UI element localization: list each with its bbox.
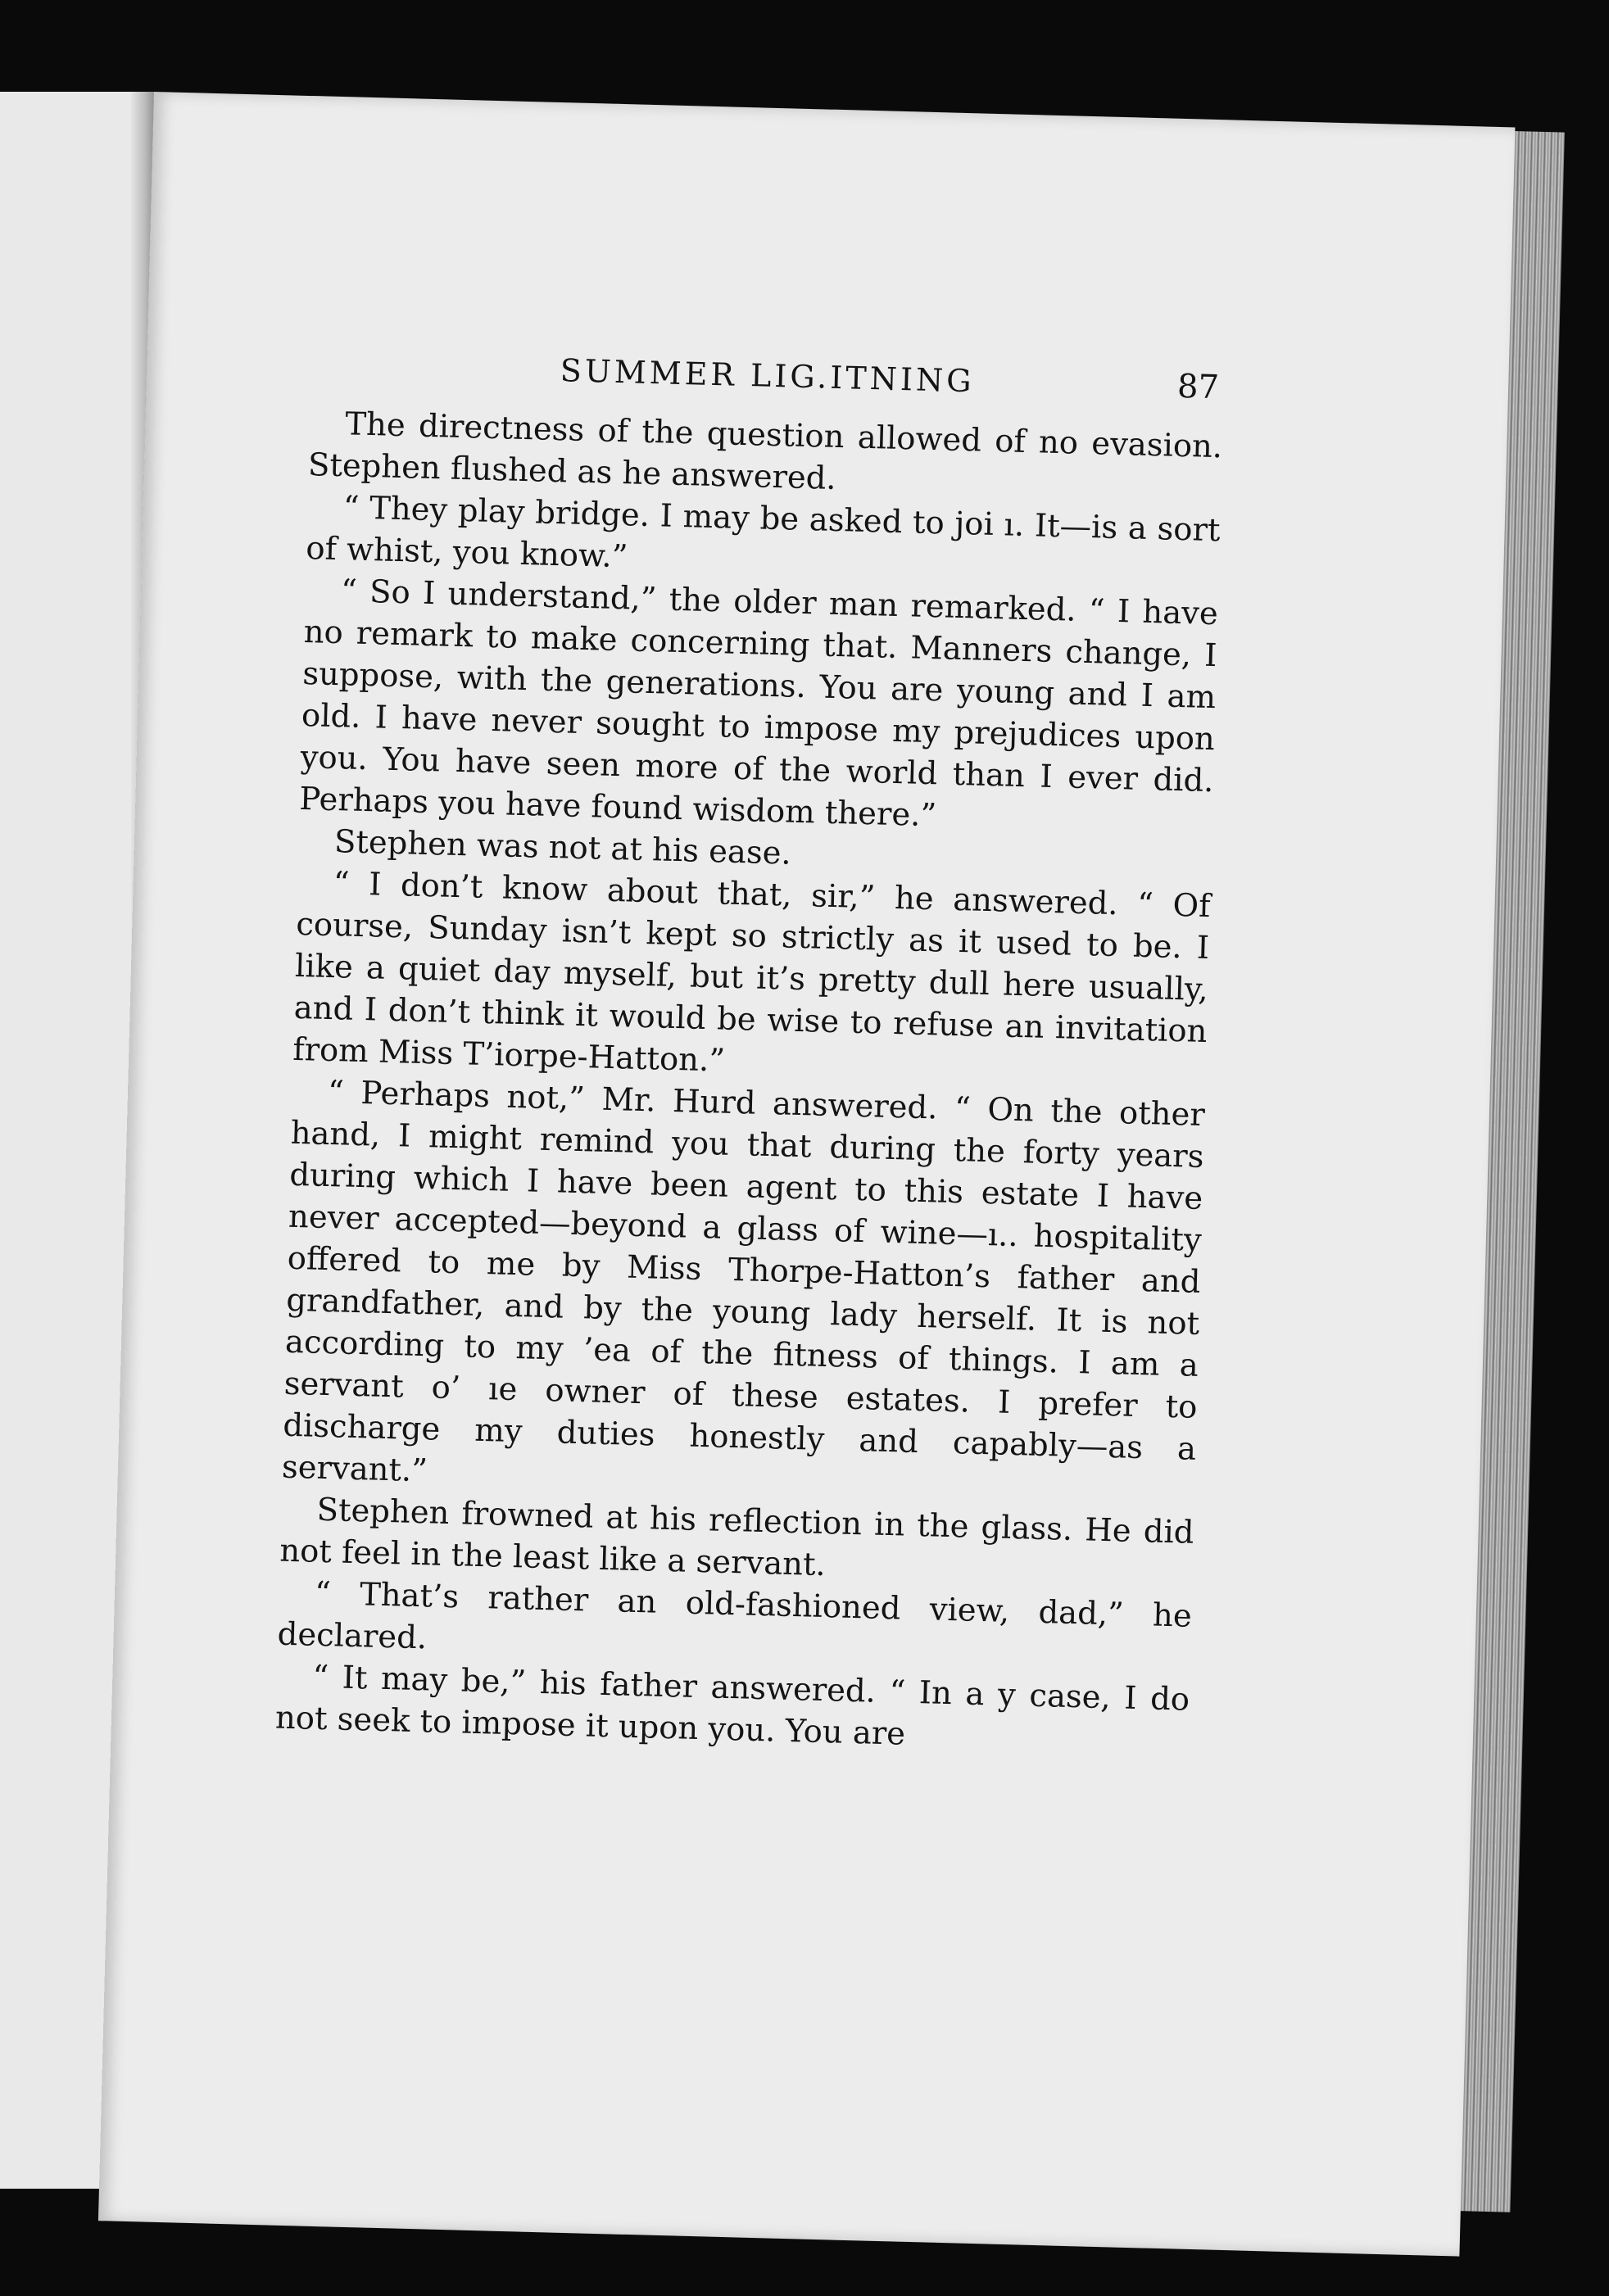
paragraph: “ Perhaps not,” Mr. Hurd answered. “ On the other hand, I might remind you that during the forty years during which I have been agent to this estate I have never accepted—beyond a glass of wine—ı.. hospitality offered to me by Miss Thorpe-Hatton’s father and grandfather, and by the young lady herself. It is not according to my ’ea of the fitness of things. I am a servant o’ ıe owner of these estates. I prefer to discharge my duties honestly and capably—as a servant.” [281, 1073, 1206, 1490]
paragraph: “ That’s rather an old-fashioned view, dad,” he declared. [277, 1574, 1193, 1657]
paragraph: “ So I understand,” the older man remarked. “ I have no remark to make concerning that. Manners change, I suppose, with the generations. You are young and I am old. I have never sought to impose my prejudices upon you. You have seen more of the world than I ever did. Perhaps you have found wisdom there.” [298, 573, 1219, 835]
running-title: SUMMER LIG.ITNING [560, 352, 976, 400]
page-text-block [274, 325, 1225, 1763]
running-head [310, 325, 1226, 414]
paragraph: Stephen frowned at his reflection in the glass. He did not feel in the least like a servant. [279, 1491, 1194, 1584]
paragraph: The directness of the question allowed of no evasion. Stephen flushed as he answered. [307, 405, 1223, 497]
book-page [98, 92, 1515, 2257]
paragraph: “ I don’t know about that, sir,” he answered. “ Of course, Sunday isn’t kept so strictly as it used to be. I like a quiet day myself, but it’s pretty dull here usually, and I don’t think it would be wise to refuse an invitation from Miss T’iorpe-Hatton.” [292, 865, 1211, 1080]
paragraph: Stephen was not at his ease. [333, 823, 792, 872]
page-number: 87 [1176, 367, 1220, 407]
paragraph: “ They play bridge. I may be asked to joi ı. It—is a sort of whist, you know.” [305, 489, 1221, 576]
paragraph: “ It may be,” his father answered. “ In a y case, I do not seek to impose it upon you. You are [274, 1658, 1190, 1753]
